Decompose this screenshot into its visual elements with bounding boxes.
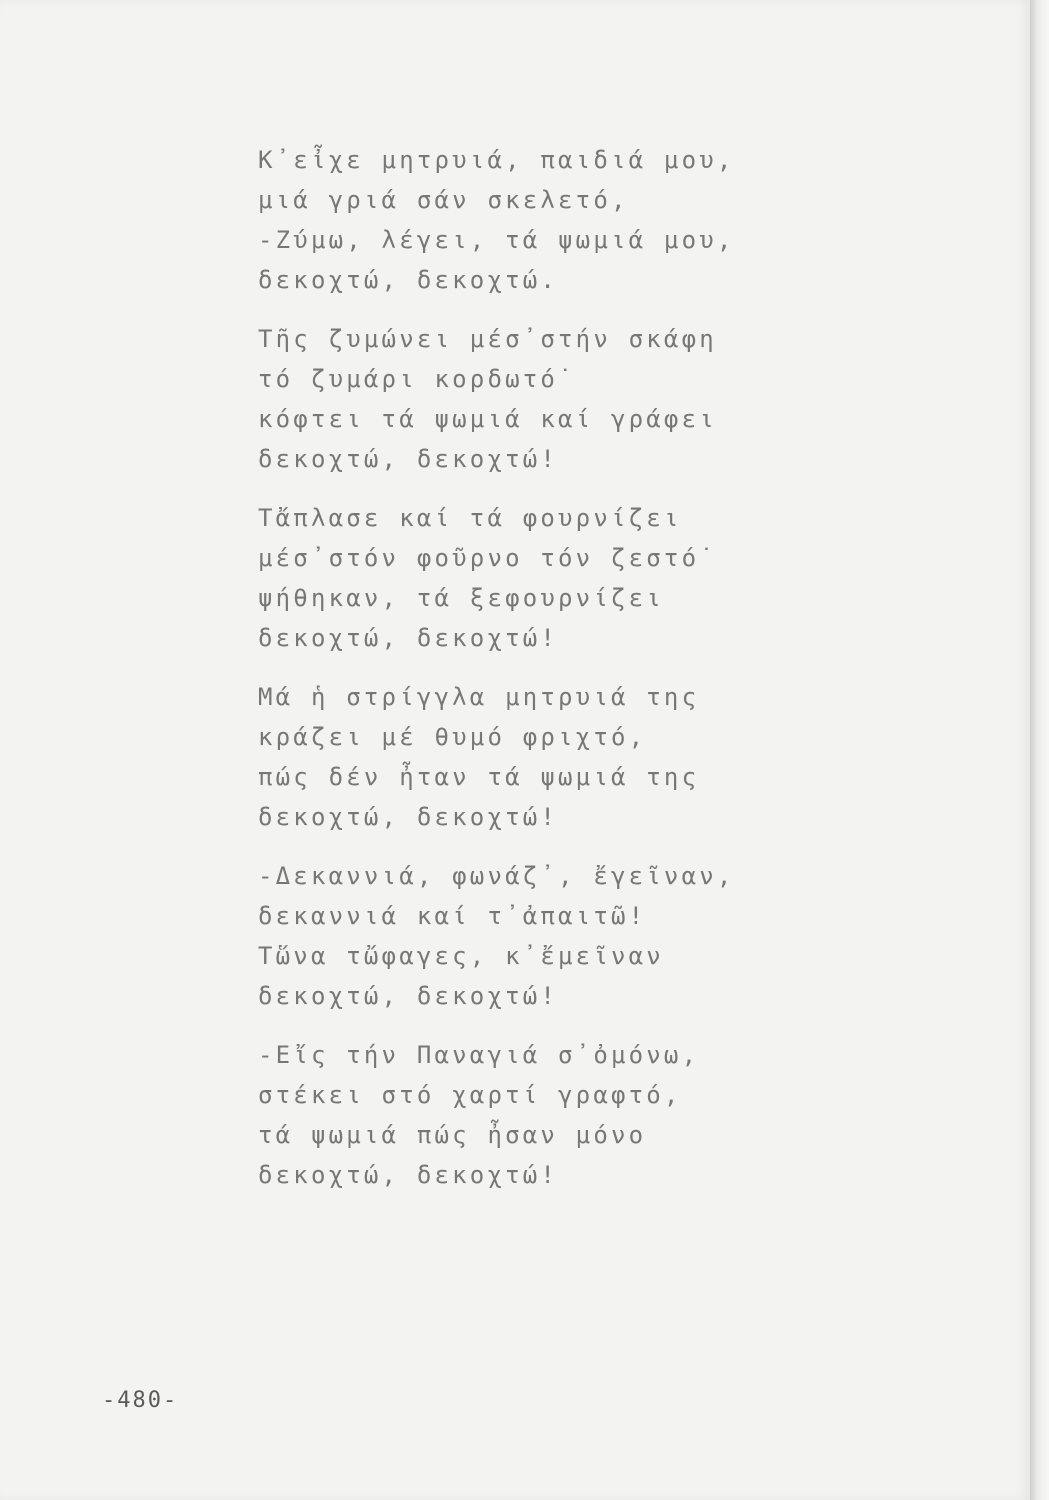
poem-line: -Ζύμω, λέγει, τά ψωμιά μου, [258,226,735,254]
poem-line: δεκαννιά καί τ᾽ἀπαιτῶ! [258,902,647,930]
poem-line: Τὥνα τὤφαγες, κ᾽ἔμεῖναν [258,942,664,970]
poem-line: μιά γριά σάν σκελετό, [258,186,629,214]
poem-line: Τῆς ζυμώνει μέσ᾽στήν σκάφη [258,325,717,353]
poem-line: -Εἴς τήν Παναγιά σ᾽ὀμόνω, [258,1041,700,1069]
poem-line: μέσ᾽στόν φοῦρνο τόν ζεστό˙ [258,544,717,572]
stanza-1 [258,140,818,300]
poem-line: δεκοχτώ, δεκοχτώ. [258,266,559,294]
stanza-2 [258,319,818,479]
poem-line: δεκοχτώ, δεκοχτώ! [258,1161,559,1189]
stanza-4 [258,677,818,837]
page-number: -480- [102,1388,179,1413]
stanza-5 [258,856,818,1016]
poem-line: δεκοχτώ, δεκοχτώ! [258,803,559,831]
poem-line: κράζει μέ θυμό φριχτό, [258,723,647,751]
poem-body [258,140,818,1214]
poem-line: τό ζυμάρι κορδωτό˙ [258,365,576,393]
poem-line: Κ᾽εἶχε μητρυιά, παιδιά μου, [258,146,735,174]
stanza-6 [258,1035,818,1195]
poem-line: στέκει στό χαρτί γραφτό, [258,1081,682,1109]
poem-line: -Δεκαννιά, φωνάζ᾽, ἔγεῖναν, [258,862,735,890]
stanza-3 [258,498,818,658]
poem-line: δεκοχτώ, δεκοχτώ! [258,624,559,652]
poem-line: ψήθηκαν, τά ξεφουρνίζει [258,584,664,612]
poem-line: δεκοχτώ, δεκοχτώ! [258,445,559,473]
poem-line: Μά ἡ στρίγγλα μητρυιά της [258,683,700,711]
poem-line: πώς δέν ἦταν τά ψωμιά της [258,763,700,791]
poem-line: δεκοχτώ, δεκοχτώ! [258,982,559,1010]
poem-line: τά ψωμιά πώς ἦσαν μόνο [258,1121,647,1149]
poem-line: κόφτει τά ψωμιά καί γράφει [258,405,717,433]
poem-line: Τἄπλασε καί τά φουρνίζει [258,504,682,532]
page-edge [1030,0,1049,1500]
